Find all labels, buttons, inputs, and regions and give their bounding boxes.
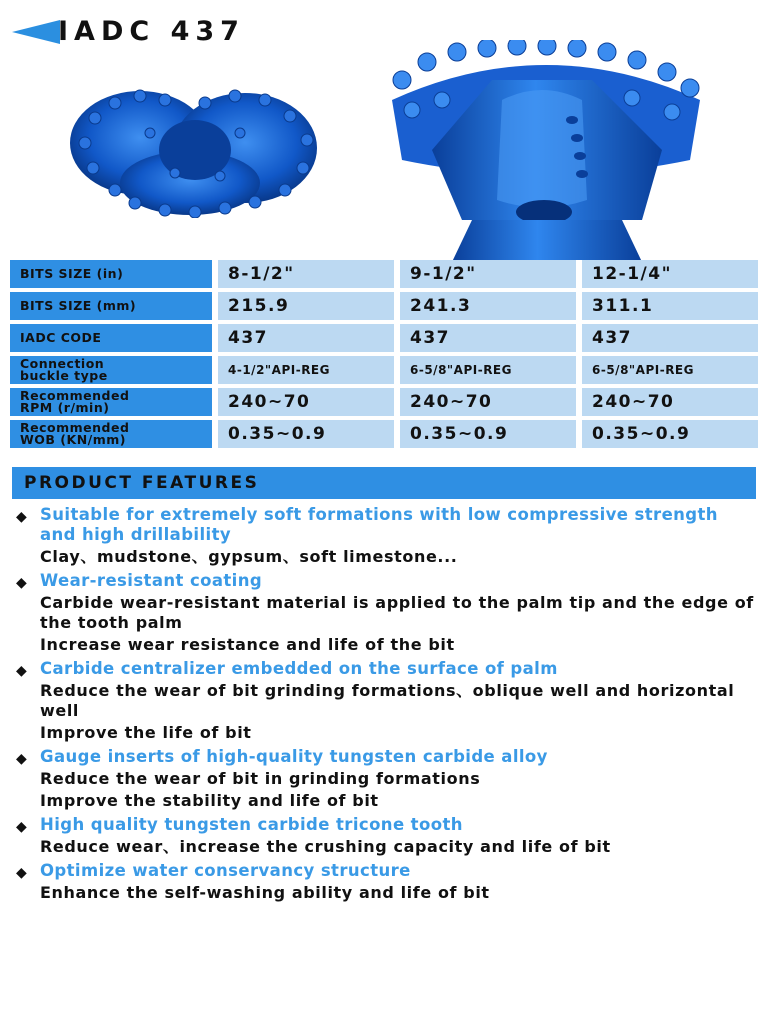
feature-detail: Reduce the wear of bit in grinding formations	[40, 769, 481, 788]
feature-detail: Reduce the wear of bit grinding formations、oblique well and horizontal well	[40, 681, 735, 720]
row-label-line: Recommended	[20, 388, 130, 403]
table-row	[10, 388, 758, 416]
row-label	[10, 420, 212, 448]
features-title: PRODUCT FEATURES	[24, 473, 260, 493]
table-cell: 8-1/2"	[212, 260, 394, 288]
arrow-left-icon: ◆	[16, 663, 27, 679]
feature-detail: Improve the stability and life of bit	[40, 791, 379, 810]
feature-detail: Reduce wear、increase the crushing capacity and life of bit	[40, 837, 611, 856]
row-label: BITS SIZE (in)	[10, 260, 212, 288]
table-cell: 4-1/2"API-REG	[212, 356, 394, 384]
table-row	[10, 356, 758, 384]
page-title: IADC 437	[58, 16, 245, 47]
feature-heading: Carbide centralizer embedded on the surface of palm	[40, 659, 558, 678]
row-label-line: Recommended	[20, 420, 130, 435]
feature-item	[16, 815, 756, 857]
feature-item	[16, 861, 756, 903]
feature-item	[16, 505, 756, 567]
feature-heading: Optimize water conservancy structure	[40, 861, 411, 880]
table-cell: 240~70	[394, 388, 576, 416]
tricone-bit-top-view-image	[55, 78, 325, 218]
feature-detail: Enhance the self-washing ability and life of bit	[40, 883, 490, 902]
table-row	[10, 292, 758, 320]
table-cell: 0.35~0.9	[576, 420, 758, 448]
table-cell: 0.35~0.9	[212, 420, 394, 448]
features-header-bar	[12, 467, 756, 499]
spec-table	[10, 256, 758, 452]
row-label-line: WOB (KN/mm)	[20, 432, 126, 447]
table-cell: 6-5/8"API-REG	[394, 356, 576, 384]
feature-detail: Increase wear resistance and life of the bit	[40, 635, 455, 654]
row-label-line: Connection	[20, 356, 105, 371]
table-cell: 215.9	[212, 292, 394, 320]
table-cell: 12-1/4"	[576, 260, 758, 288]
arrow-left-icon: ◆	[16, 819, 27, 835]
table-cell: 240~70	[576, 388, 758, 416]
table-row	[10, 324, 758, 352]
feature-heading: Wear-resistant coating	[40, 571, 263, 590]
row-label	[10, 356, 212, 384]
table-cell: 311.1	[576, 292, 758, 320]
feature-detail: Clay、mudstone、gypsum、soft limestone...	[40, 547, 458, 566]
feature-list	[16, 505, 756, 903]
table-cell: 437	[394, 324, 576, 352]
feature-item	[16, 747, 756, 811]
table-cell: 6-5/8"API-REG	[576, 356, 758, 384]
arrow-left-icon: ◆	[16, 509, 27, 525]
feature-item	[16, 659, 756, 743]
table-cell: 437	[576, 324, 758, 352]
arrow-left-icon: ◆	[16, 575, 27, 591]
feature-heading: Suitable for extremely soft formations with low compressive strength and high drillability	[40, 505, 718, 544]
table-row	[10, 420, 758, 448]
row-label-line: buckle type	[20, 368, 108, 383]
table-cell: 9-1/2"	[394, 260, 576, 288]
arrow-left-icon: ◆	[16, 865, 27, 881]
row-label-line: RPM (r/min)	[20, 400, 110, 415]
table-row	[10, 260, 758, 288]
row-label: BITS SIZE (mm)	[10, 292, 212, 320]
row-label	[10, 388, 212, 416]
tricone-bit-side-view-image	[372, 40, 720, 262]
table-cell: 0.35~0.9	[394, 420, 576, 448]
feature-item	[16, 571, 756, 655]
table-cell: 241.3	[394, 292, 576, 320]
feature-detail: Improve the life of bit	[40, 723, 252, 742]
feature-detail: Carbide wear-resistant material is applied to the palm tip and the edge of the tooth palm	[40, 593, 754, 632]
feature-heading: High quality tungsten carbide tricone tooth	[40, 815, 463, 834]
table-cell: 437	[212, 324, 394, 352]
table-cell: 240~70	[212, 388, 394, 416]
feature-heading: Gauge inserts of high-quality tungsten carbide alloy	[40, 747, 548, 766]
row-label: IADC CODE	[10, 324, 212, 352]
arrow-left-icon: ◆	[16, 751, 27, 767]
title-arrow-icon	[12, 20, 60, 44]
